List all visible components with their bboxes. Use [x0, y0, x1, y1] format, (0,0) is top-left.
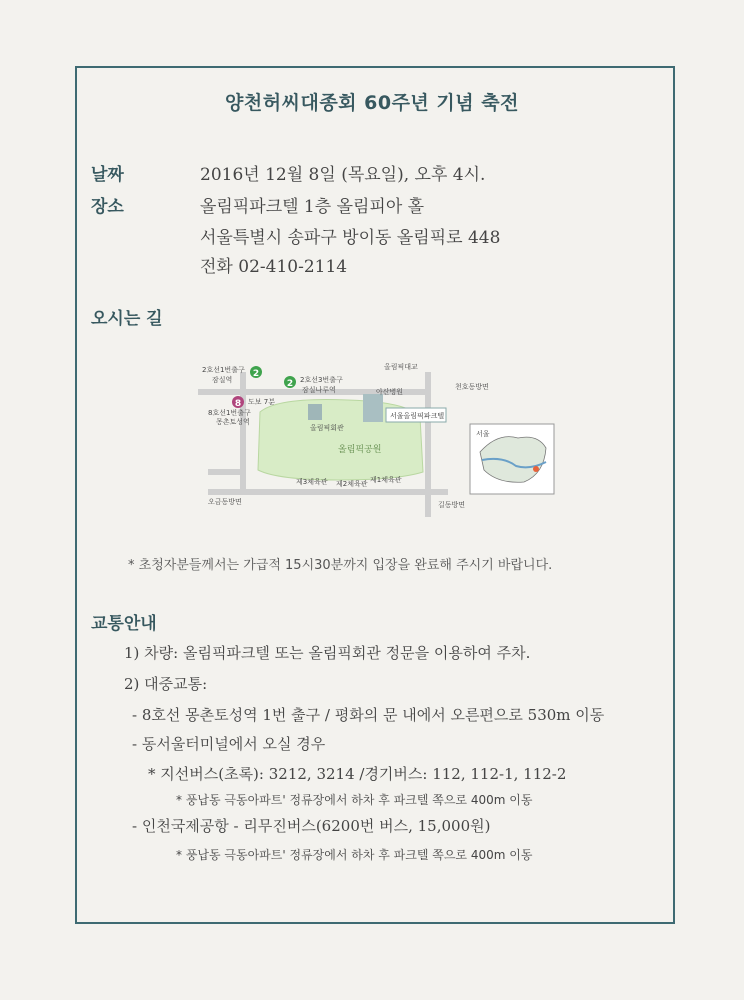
- line2-num-b: 2: [286, 379, 294, 389]
- location-map: [198, 352, 556, 522]
- map-label-gym3: 제3체육관: [296, 478, 328, 486]
- map-label-cheonho: 천호동방면: [455, 383, 489, 391]
- date-value: 2016년 12월 8일 (목요일), 오후 4시.: [200, 165, 486, 185]
- map-label-gildong: 길동방면: [438, 501, 466, 509]
- map-label-park: 올림픽공원: [338, 445, 382, 455]
- transport-car: 1) 차량: 올림픽파크텔 또는 올림픽회관 정문을 이용하여 주차.: [124, 644, 531, 662]
- map-label-olympic-hall: 올림픽회관: [310, 424, 344, 432]
- map-label-jamsilnaru: 잠실나루역: [302, 386, 336, 394]
- map-label-parktel: 서울올림픽파크텔: [390, 412, 445, 420]
- transport-bus-note: * 풍납동 극동아파트' 정류장에서 하차 후 파크텔 쪽으로 400m 이동: [176, 793, 533, 807]
- page-title: 양천허씨대종회 60주년 기념 축전: [225, 92, 519, 114]
- transport-heading: 교통안내: [91, 614, 157, 634]
- transport-airport-note: * 풍납동 극동아파트' 정류장에서 하차 후 파크텔 쪽으로 400m 이동: [176, 848, 533, 862]
- map-label-asan: 아산병원: [376, 388, 404, 396]
- map-label-line2-exit3: 2호선3번출구: [300, 376, 343, 384]
- map-label-line2-exit1: 2호선1번출구: [202, 366, 245, 374]
- map-label-mongchon: 몽촌토성역: [216, 418, 250, 426]
- map-label-olympic-bridge: 올림픽대교: [384, 363, 418, 371]
- map-label-ogeum: 오금동방면: [208, 498, 242, 506]
- seoul-label: 서울: [476, 430, 490, 438]
- entry-notice: * 초청자분들께서는 가급적 15시30분까지 입장을 완료해 주시기 바랍니다.: [128, 558, 553, 573]
- date-label: 날짜: [91, 165, 124, 185]
- map-label-line8-exit1: 8호선1번출구: [208, 409, 251, 417]
- transport-terminal: - 동서울터미널에서 오실 경우: [132, 735, 326, 753]
- map-label-gym1: 제1체육관: [370, 476, 402, 484]
- map-label-walk: 도보 7분: [248, 398, 275, 406]
- line2-num-a: 2: [252, 369, 260, 379]
- transport-bus: * 지선버스(초록): 3212, 3214 /경기버스: 112, 112-1, 112-2: [148, 765, 567, 783]
- place-label: 장소: [91, 197, 124, 217]
- place-address: 서울특별시 송파구 방이동 올림픽로 448: [200, 228, 501, 248]
- location-marker-icon: [533, 466, 539, 472]
- transport-airport: - 인천국제공항 - 리무진버스(6200번 버스, 15,000원): [132, 817, 491, 835]
- place-line1: 올림픽파크텔 1층 올림피아 홀: [200, 197, 425, 217]
- parktel-building: [363, 394, 383, 422]
- line8-num: 8: [234, 399, 242, 409]
- transport-subway: - 8호선 몽촌토성역 1번 출구 / 평화의 문 내에서 오른편으로 530m 이동: [132, 706, 605, 724]
- place-phone: 전화 02-410-2114: [200, 257, 348, 277]
- olympic-hall-building: [308, 404, 322, 420]
- map-label-jamsil: 잠실역: [212, 376, 233, 384]
- transport-public: 2) 대중교통:: [124, 675, 208, 693]
- map-label-gym2: 제2체육관: [336, 480, 368, 488]
- directions-heading: 오시는 길: [91, 309, 163, 329]
